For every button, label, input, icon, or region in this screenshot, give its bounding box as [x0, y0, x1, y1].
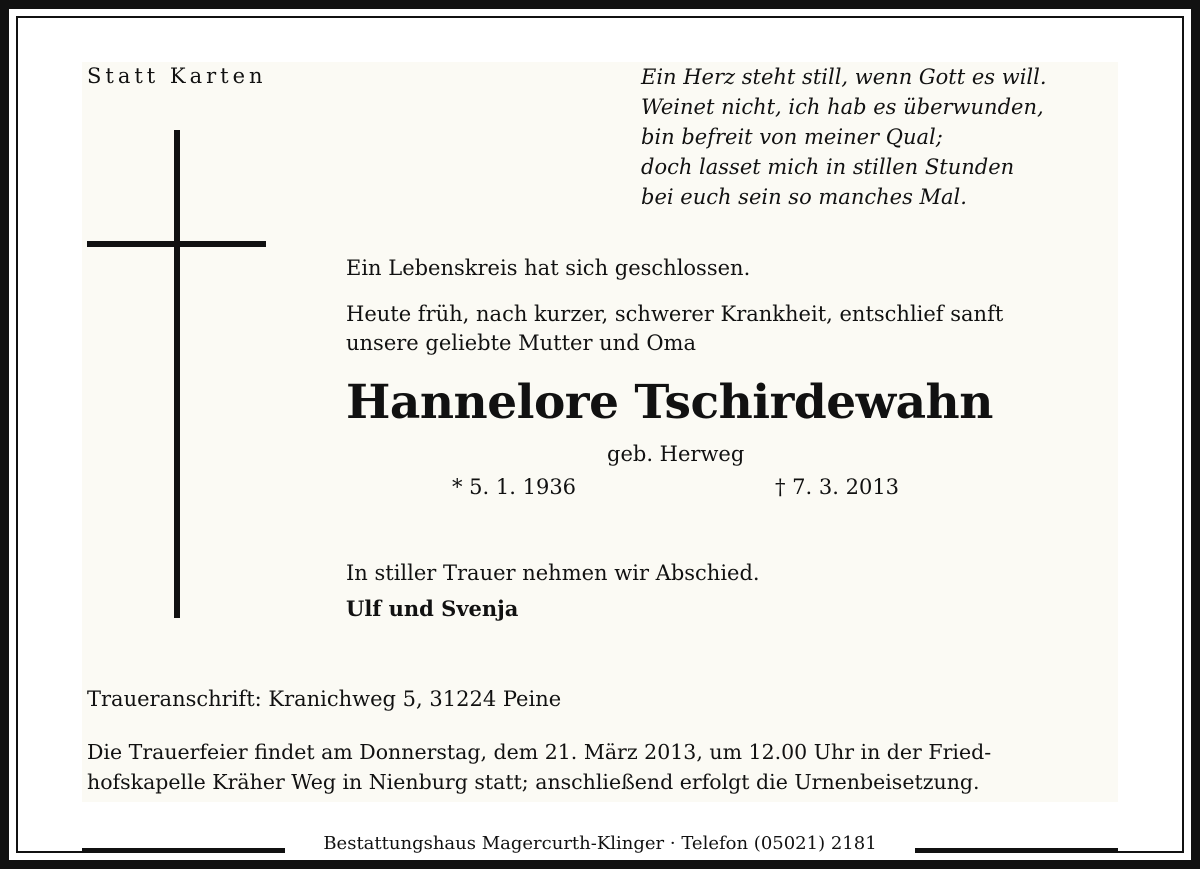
- death-date: † 7. 3. 2013: [775, 475, 900, 499]
- footer-rule-right: [915, 848, 1118, 851]
- funeral-home-footer: Bestattungshaus Magercurth-Klinger · Telefon (05021) 2181: [285, 833, 915, 854]
- mourning-address: Traueranschrift: Kranichweg 5, 31224 Peine: [87, 687, 562, 711]
- poem-line: bei euch sein so manches Mal.: [641, 185, 967, 209]
- footer-rule-left: [82, 848, 285, 851]
- farewell-text: In stiller Trauer nehmen wir Abschied.: [346, 561, 760, 585]
- poem-line: doch lasset mich in stillen Stunden: [641, 155, 1015, 179]
- announcement-line-1: Heute früh, nach kurzer, schwerer Krankheit, entschlief sanft: [346, 302, 1004, 326]
- deceased-name: Hannelore Tschirdewahn: [346, 375, 993, 430]
- announcement-line-2: unsere geliebte Mutter und Oma: [346, 331, 696, 355]
- poem-line: bin befreit von meiner Qual;: [641, 125, 943, 149]
- poem: [641, 62, 1047, 212]
- maiden-name: geb. Herweg: [607, 442, 745, 466]
- statt-karten-label: Statt Karten: [87, 64, 267, 88]
- ceremony-line-2: hofskapelle Kräher Weg in Nienburg statt; anschließend erfolgt die Urnenbeisetzung.: [87, 770, 980, 794]
- poem-line: Weinet nicht, ich hab es überwunden,: [641, 95, 1044, 119]
- intro-text: Ein Lebenskreis hat sich geschlossen.: [346, 256, 751, 280]
- ceremony-line-1: Die Trauerfeier findet am Donnerstag, dem 21. März 2013, um 12.00 Uhr in der Fried-: [87, 740, 992, 764]
- poem-line: Ein Herz steht still, wenn Gott es will.: [641, 65, 1047, 89]
- cross-vertical-bar: [174, 130, 180, 618]
- cross-horizontal-bar: [87, 241, 266, 247]
- birth-date: * 5. 1. 1936: [452, 475, 577, 499]
- signatories: Ulf und Svenja: [346, 596, 519, 621]
